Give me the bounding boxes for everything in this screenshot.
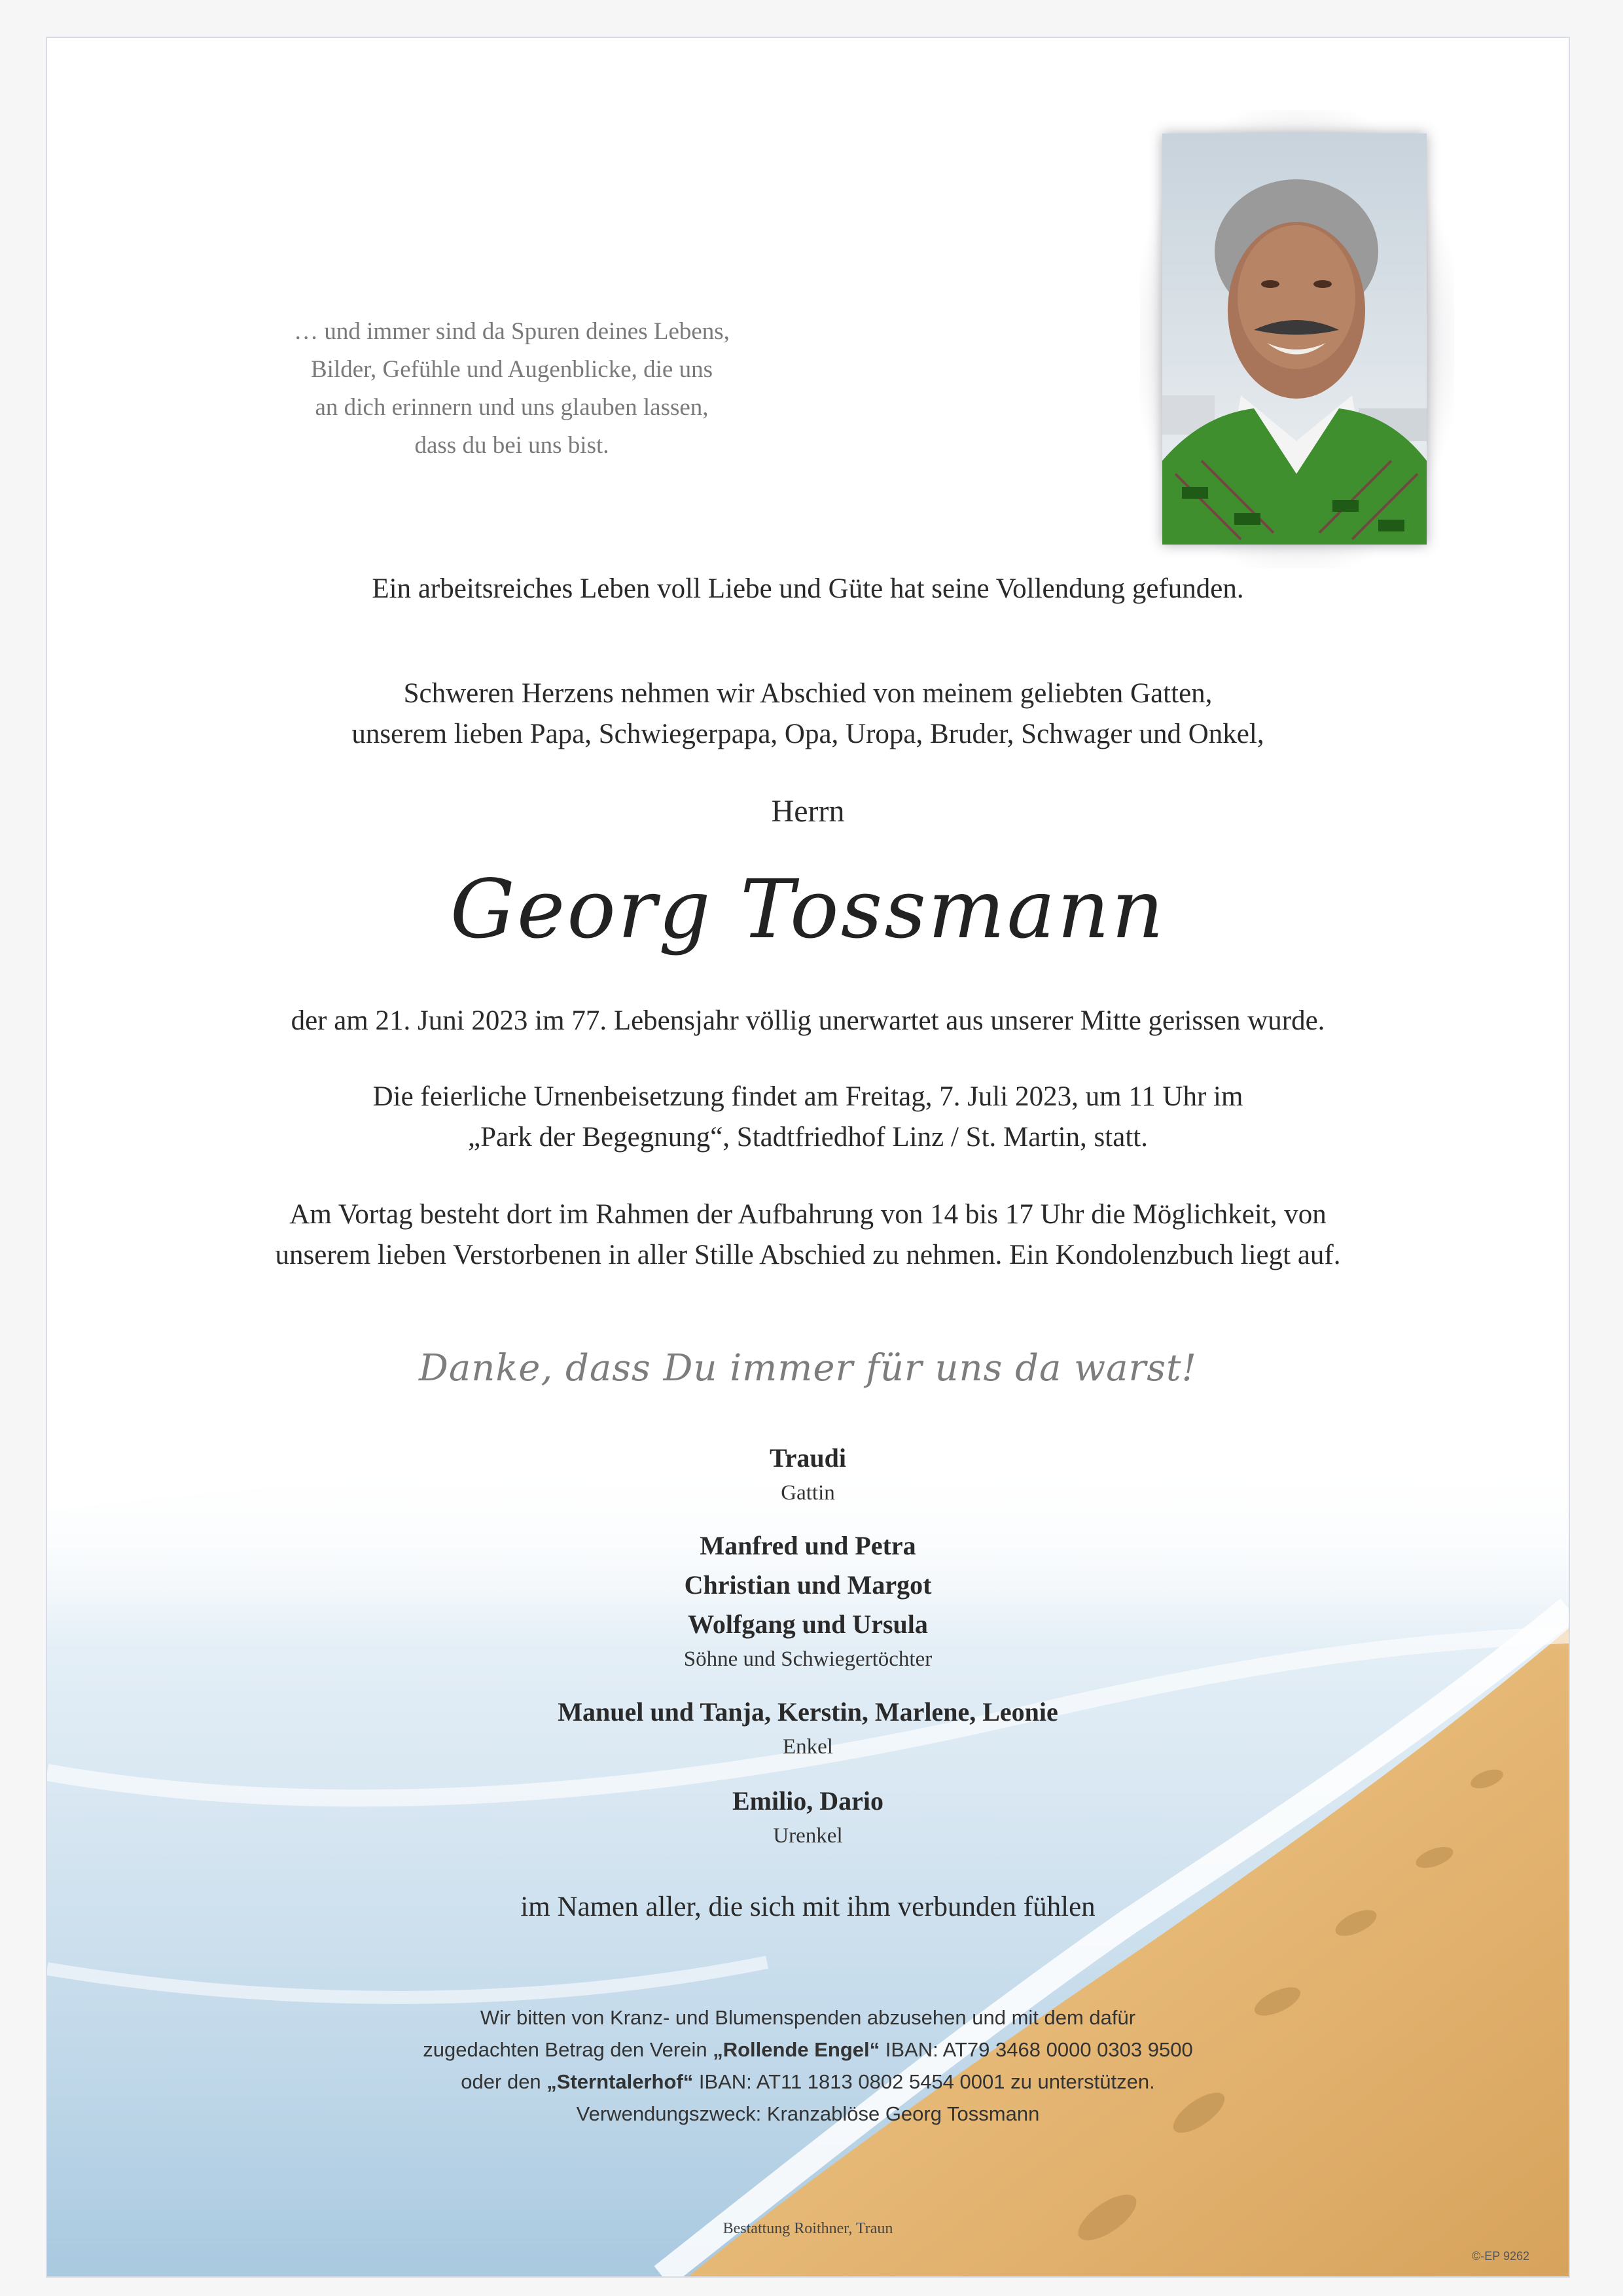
family-name: Traudi [769,1443,847,1473]
funeral-home: Bestattung Roithner, Traun [722,2220,893,2237]
quote-line: an dich erinnern und uns glauben lassen, [315,394,709,421]
thanks-line: Danke, dass Du immer für uns da warst! [418,1347,1198,1390]
donation-line: Wir bitten von Kranz- und Blumenspenden abzusehen und mit dem dafür [480,2006,1136,2029]
donation-line [47,2034,1569,2066]
intro-line: Ein arbeitsreiches Leben voll Liebe und Güte hat seine Vollendung gefunden. [372,573,1244,604]
quote-line: … und immer sind da Spuren deines Lebens, [294,318,730,345]
donation-line: Verwendungszweck: Kranzablöse Georg Tossmann [576,2102,1040,2125]
donation-note [47,2001,1569,2130]
family-relation: Urenkel [773,1824,843,1848]
death-notice: der am 21. Juni 2023 im 77. Lebensjahr völlig unerwartet aus unserer Mitte gerissen wurde. [291,1005,1325,1036]
salutation: Herrn [771,794,845,829]
family-name: Emilio, Dario [732,1786,884,1816]
intro-line: unserem lieben Papa, Schwiegerpapa, Opa, Uropa, Bruder, Schwager und Onkel, [351,719,1264,749]
iban-text: IBAN: AT79 3468 0000 0303 9500 [880,2038,1193,2061]
charity-name: „Rollende Engel“ [713,2038,880,2061]
memorial-quote [283,313,741,465]
family-relation: Gattin [781,1481,835,1505]
viewing-line: Am Vortag besteht dort im Rahmen der Aufbahrung von 14 bis 17 Uhr die Möglichkeit, von [289,1199,1327,1230]
family-group [47,1439,1569,1508]
family-name: Manuel und Tanja, Kerstin, Marlene, Leonie [558,1697,1058,1727]
quote-line: Bilder, Gefühle und Augenblicke, die uns [310,356,713,383]
family-group [47,1526,1569,1674]
closing-line: im Namen aller, die sich mit ihm verbunden fühlen [520,1892,1096,1922]
iban-text: IBAN: AT11 1813 0802 5454 0001 zu unterstützen. [693,2070,1155,2093]
family-name: Manfred und Petra [700,1531,916,1560]
deceased-name: Georg Tossmann [450,863,1166,957]
product-code: ©-EP 9262 [1472,2250,1529,2263]
donation-line [47,2066,1569,2098]
charity-name: „Sterntalerhof“ [546,2070,694,2093]
family-relation: Enkel [783,1735,833,1759]
family-group [47,1782,1569,1851]
donation-text: zugedachten Betrag den Verein [423,2038,713,2061]
family-relation: Söhne und Schwiegertöchter [683,1647,933,1671]
portrait-photo [1162,134,1427,545]
quote-line: dass du bei uns bist. [414,432,609,459]
ceremony-line: „Park der Begegnung“, Stadtfriedhof Linz / St. Martin, statt. [468,1122,1148,1153]
family-name: Christian und Margot [684,1570,932,1600]
obituary-sheet [46,37,1570,2278]
ceremony-line: Die feierliche Urnenbeisetzung findet am Freitag, 7. Juli 2023, um 11 Uhr im [372,1081,1243,1112]
viewing-line: unserem lieben Verstorbenen in aller Stille Abschied zu nehmen. Ein Kondolenzbuch liegt auf. [275,1240,1341,1270]
donation-text: oder den [461,2070,547,2093]
family-name: Wolfgang und Ursula [688,1609,928,1639]
family-group [47,1693,1569,1762]
intro-line: Schweren Herzens nehmen wir Abschied von meinem geliebten Gatten, [403,678,1213,709]
